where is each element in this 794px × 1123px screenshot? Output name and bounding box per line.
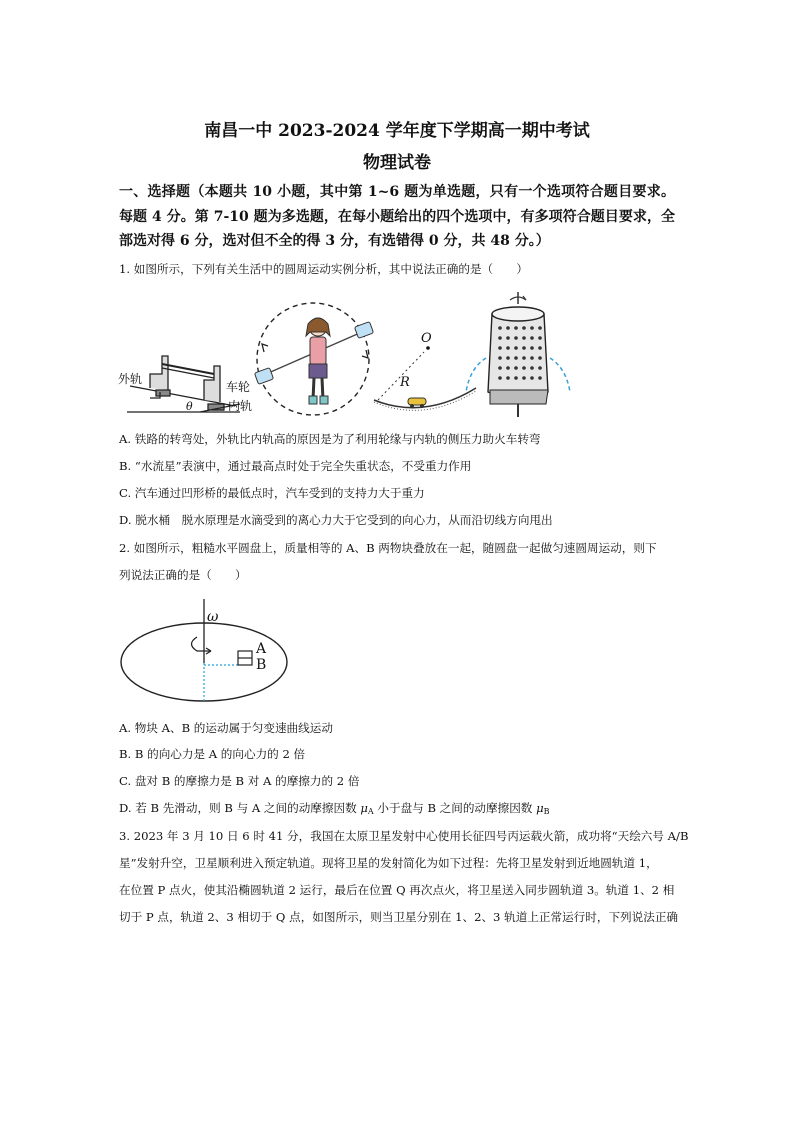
label-omega: ω xyxy=(207,609,219,625)
question-2-figure xyxy=(0,597,794,717)
label-inner-rail: 内轨 xyxy=(228,399,253,413)
question-3-line4: 切于 P 点，轨道 2、3 相切于 Q 点，如图所示，则当卫星分别在 1、2、3 轨道上正常运行时，下列说法正确 xyxy=(119,910,679,924)
label-radius-r: R xyxy=(400,375,410,390)
mu-symbol: μ xyxy=(360,801,368,815)
mu-a-subscript: A xyxy=(367,807,374,816)
question-3-line3: 在位置 P 点火，使其沿椭圆轨道 2 运行，最后在位置 Q 再次点火，将卫星送入同步圆轨道 3。轨道 1、2 相 xyxy=(119,883,675,897)
option-d-middle: 小于盘与 B 之间的动摩擦因数 xyxy=(373,801,537,815)
option-d-prefix: D. 若 B 先滑动，则 B 与 A 之间的动摩擦因数 xyxy=(119,801,361,815)
question-1-option-c: C. 汽车通过凹形桥的最低点时，汽车受到的支持力大于重力 xyxy=(119,486,425,500)
mu-b-subscript: B xyxy=(543,807,550,816)
question-3-line2: 星”发射升空，卫星顺利进入预定轨道。现将卫星的发射简化为如下过程：先将卫星发射到近地圆轨道 1， xyxy=(119,856,658,870)
question-1-option-d: D. 脱水桶 脱水原理是水滴受到的离心力大于它受到的向心力，从而沿切线方向甩出 xyxy=(119,513,553,527)
question-1-option-b: B. “水流星”表演中，通过最高点时处于完全失重状态，不受重力作用 xyxy=(119,459,472,473)
question-2-option-c: C. 盘对 B 的摩擦力是 B 对 A 的摩擦力的 2 倍 xyxy=(119,774,360,788)
subject-title: 物理试卷 xyxy=(363,153,431,173)
section-instructions: 一、选择题（本题共 10 小题，其中第 1~6 题为单选题，只有一个选项符合题目要求。每题 4 分。第 7-10 题为多选题，在每小题给出的四个选项中，有多项符合题目要求，全部选对得 6 分，选对但不全的得 3 分，有选错得 0 分，共 48 分。） xyxy=(119,184,675,249)
question-1-figure xyxy=(0,292,794,422)
question-3-line1: 3. 2023 年 3 月 10 日 6 时 41 分，我国在太原卫星发射中心使用长征四号丙运载火箭，成功将“天绘六号 A/B xyxy=(119,829,689,843)
question-1-option-a: A. 铁路的转弯处，外轨比内轨高的原因是为了利用轮缘与内轨的侧压力助火车转弯 xyxy=(119,432,541,446)
question-2-stem-line2: 列说法正确的是（ ） xyxy=(119,568,247,582)
label-block-b: B xyxy=(256,657,267,673)
question-2-option-b: B. B 的向心力是 A 的向心力的 2 倍 xyxy=(119,747,306,761)
exam-title: 南昌一中 2023-2024 学年度下学期高一期中考试 xyxy=(204,121,590,141)
label-block-a: A xyxy=(256,641,267,657)
question-1-stem: 1. 如图所示，下列有关生活中的圆周运动实例分析，其中说法正确的是（ ） xyxy=(119,262,528,276)
label-wheel: 车轮 xyxy=(226,380,251,394)
label-theta: θ xyxy=(186,400,193,413)
question-2-option-d xyxy=(119,800,679,816)
mu-symbol-b: μ xyxy=(536,801,544,815)
concave-bridge-diagram xyxy=(374,346,476,410)
railway-curve-diagram xyxy=(127,356,240,412)
label-center-o: O xyxy=(421,331,432,346)
spin-dryer-diagram xyxy=(466,292,570,417)
question-2-option-a: A. 物块 A、B 的运动属于匀变速曲线运动 xyxy=(119,721,333,735)
question-2-stem-line1: 2. 如图所示，粗糙水平圆盘上，质量相等的 A、B 两物块叠放在一起，随圆盘一起做匀速圆周运动，则下 xyxy=(119,541,657,555)
label-outer-rail: 外轨 xyxy=(118,372,143,386)
water-meteor-diagram xyxy=(254,303,373,415)
